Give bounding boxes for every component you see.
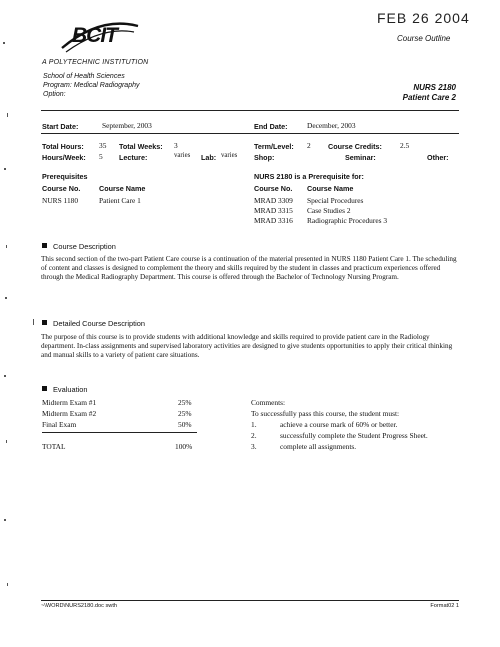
term-level-label: Term/Level: <box>254 142 294 151</box>
footer-form-number: Format02 1 <box>430 603 459 609</box>
option-label: Option: <box>43 91 66 98</box>
course-code: NURS 2180 <box>413 83 456 92</box>
evaluation-total-value: 100% <box>175 442 193 451</box>
scan-speck <box>5 297 7 299</box>
scan-speck <box>3 42 5 44</box>
comments-intro: To successfully pass this course, the student must: <box>251 409 400 418</box>
detailed-description-text: The purpose of this course is to provide students with additional knowledge and skills required to provide patient care in the Radiology department. In-class assignments and supervised laboratory activities are designed to give students opportunities to apply their critical thinking and manual skills to a variety of patient care situations. <box>41 333 453 360</box>
program-name: Program: Medical Radiography <box>43 82 140 89</box>
course-description-heading-text: Course Description <box>53 242 116 251</box>
prereq-col-no: Course No. <box>42 184 81 193</box>
bcit-logo <box>60 18 140 59</box>
detailed-description-heading <box>42 319 145 328</box>
prereq-for-col-no: Course No. <box>254 184 293 193</box>
detailed-description-heading-text: Detailed Course Description <box>53 319 146 328</box>
evaluation-total-label: TOTAL <box>42 442 66 451</box>
school-name: School of Health Sciences <box>43 73 125 80</box>
prereq-row-no: NURS 1180 <box>42 196 79 205</box>
evaluation-item-name: Final Exam <box>42 420 77 429</box>
scan-speck <box>7 583 8 586</box>
comments-label: Comments: <box>251 398 286 407</box>
evaluation-total-divider <box>42 432 197 433</box>
end-date-value: December, 2003 <box>307 121 356 130</box>
bullet-square-icon <box>42 243 47 248</box>
comment-number: 2. <box>251 431 257 440</box>
prerequisites-heading: Prerequisites <box>42 172 88 181</box>
prereq-for-row-no: MRAD 3315 <box>254 206 293 215</box>
bullet-square-icon <box>42 386 47 391</box>
seminar-label: Seminar: <box>345 153 376 162</box>
scan-speck <box>33 319 34 325</box>
evaluation-item-weight: 25% <box>178 398 192 407</box>
comment-text: complete all assignments. <box>280 442 357 451</box>
course-description-heading <box>42 242 116 251</box>
scan-speck <box>7 113 8 117</box>
scan-speck <box>6 440 7 443</box>
prereq-for-row-no: MRAD 3309 <box>254 196 293 205</box>
lab-label: Lab: <box>201 153 217 162</box>
shop-label: Shop: <box>254 153 275 162</box>
prereq-row-name: Patient Care 1 <box>99 196 141 205</box>
bullet-square-icon <box>42 320 47 325</box>
info-divider <box>41 133 459 134</box>
total-weeks-value: 3 <box>174 141 178 150</box>
total-weeks-label: Total Weeks: <box>119 142 163 151</box>
evaluation-item-name: Midterm Exam #2 <box>42 409 97 418</box>
comment-number: 1. <box>251 420 257 429</box>
total-hours-value: 35 <box>99 141 107 150</box>
other-label: Other: <box>427 153 449 162</box>
footer-divider <box>41 600 459 601</box>
prereq-for-row-no: MRAD 3316 <box>254 216 293 225</box>
document-type: Course Outline <box>397 34 451 43</box>
course-description-text: This second section of the two-part Patient Care course is a continuation of the material presented in NURS 1180 Patient Care 1. The scheduling of content and classes is designed to complement the theory and skills required by the student in classes and practicum experiences offered through the Medical Radiography Department. This course is offered through the Bachelor of Technology Nursing Program. <box>41 255 457 282</box>
scan-speck <box>4 168 6 170</box>
prereq-for-heading: NURS 2180 is a Prerequisite for: <box>254 172 364 181</box>
term-level-value: 2 <box>307 141 311 150</box>
comment-text: successfully complete the Student Progress Sheet. <box>280 431 428 440</box>
prereq-for-row-name: Case Studies 2 <box>307 206 351 215</box>
start-date-value: September, 2003 <box>102 121 152 130</box>
course-title: Patient Care 2 <box>402 93 456 102</box>
hours-week-value: 5 <box>99 152 103 161</box>
course-credits-label: Course Credits: <box>328 142 382 151</box>
hours-week-label: Hours/Week: <box>42 153 86 162</box>
lecture-label: Lecture: <box>119 153 148 162</box>
start-date-label: Start Date: <box>42 122 79 131</box>
evaluation-item-weight: 50% <box>178 420 192 429</box>
evaluation-heading-text: Evaluation <box>53 385 88 394</box>
lab-value: varies <box>221 152 238 159</box>
scan-speck <box>6 245 7 248</box>
comment-text: achieve a course mark of 60% or better. <box>280 420 398 429</box>
lecture-value: varies <box>174 152 191 159</box>
prereq-for-col-name: Course Name <box>307 184 354 193</box>
course-credits-value: 2.5 <box>400 141 410 150</box>
received-date-stamp: FEB 26 2004 <box>377 10 470 26</box>
institution-tagline: A POLYTECHNIC INSTITUTION <box>42 59 149 66</box>
scan-speck <box>4 375 6 377</box>
footer-file-path: ~\WORD\NURS2180.doc swth <box>41 603 118 609</box>
evaluation-item-weight: 25% <box>178 409 192 418</box>
prereq-for-row-name: Special Procedures <box>307 196 364 205</box>
prereq-for-row-name: Radiographic Procedures 3 <box>307 216 388 225</box>
evaluation-heading <box>42 385 88 394</box>
total-hours-label: Total Hours: <box>42 142 84 151</box>
comment-number: 3. <box>251 442 257 451</box>
logo-text: BCIT <box>72 24 117 47</box>
prereq-col-name: Course Name <box>99 184 146 193</box>
evaluation-item-name: Midterm Exam #1 <box>42 398 97 407</box>
end-date-label: End Date: <box>254 122 288 131</box>
header-divider <box>41 110 459 111</box>
scan-speck <box>4 519 6 521</box>
